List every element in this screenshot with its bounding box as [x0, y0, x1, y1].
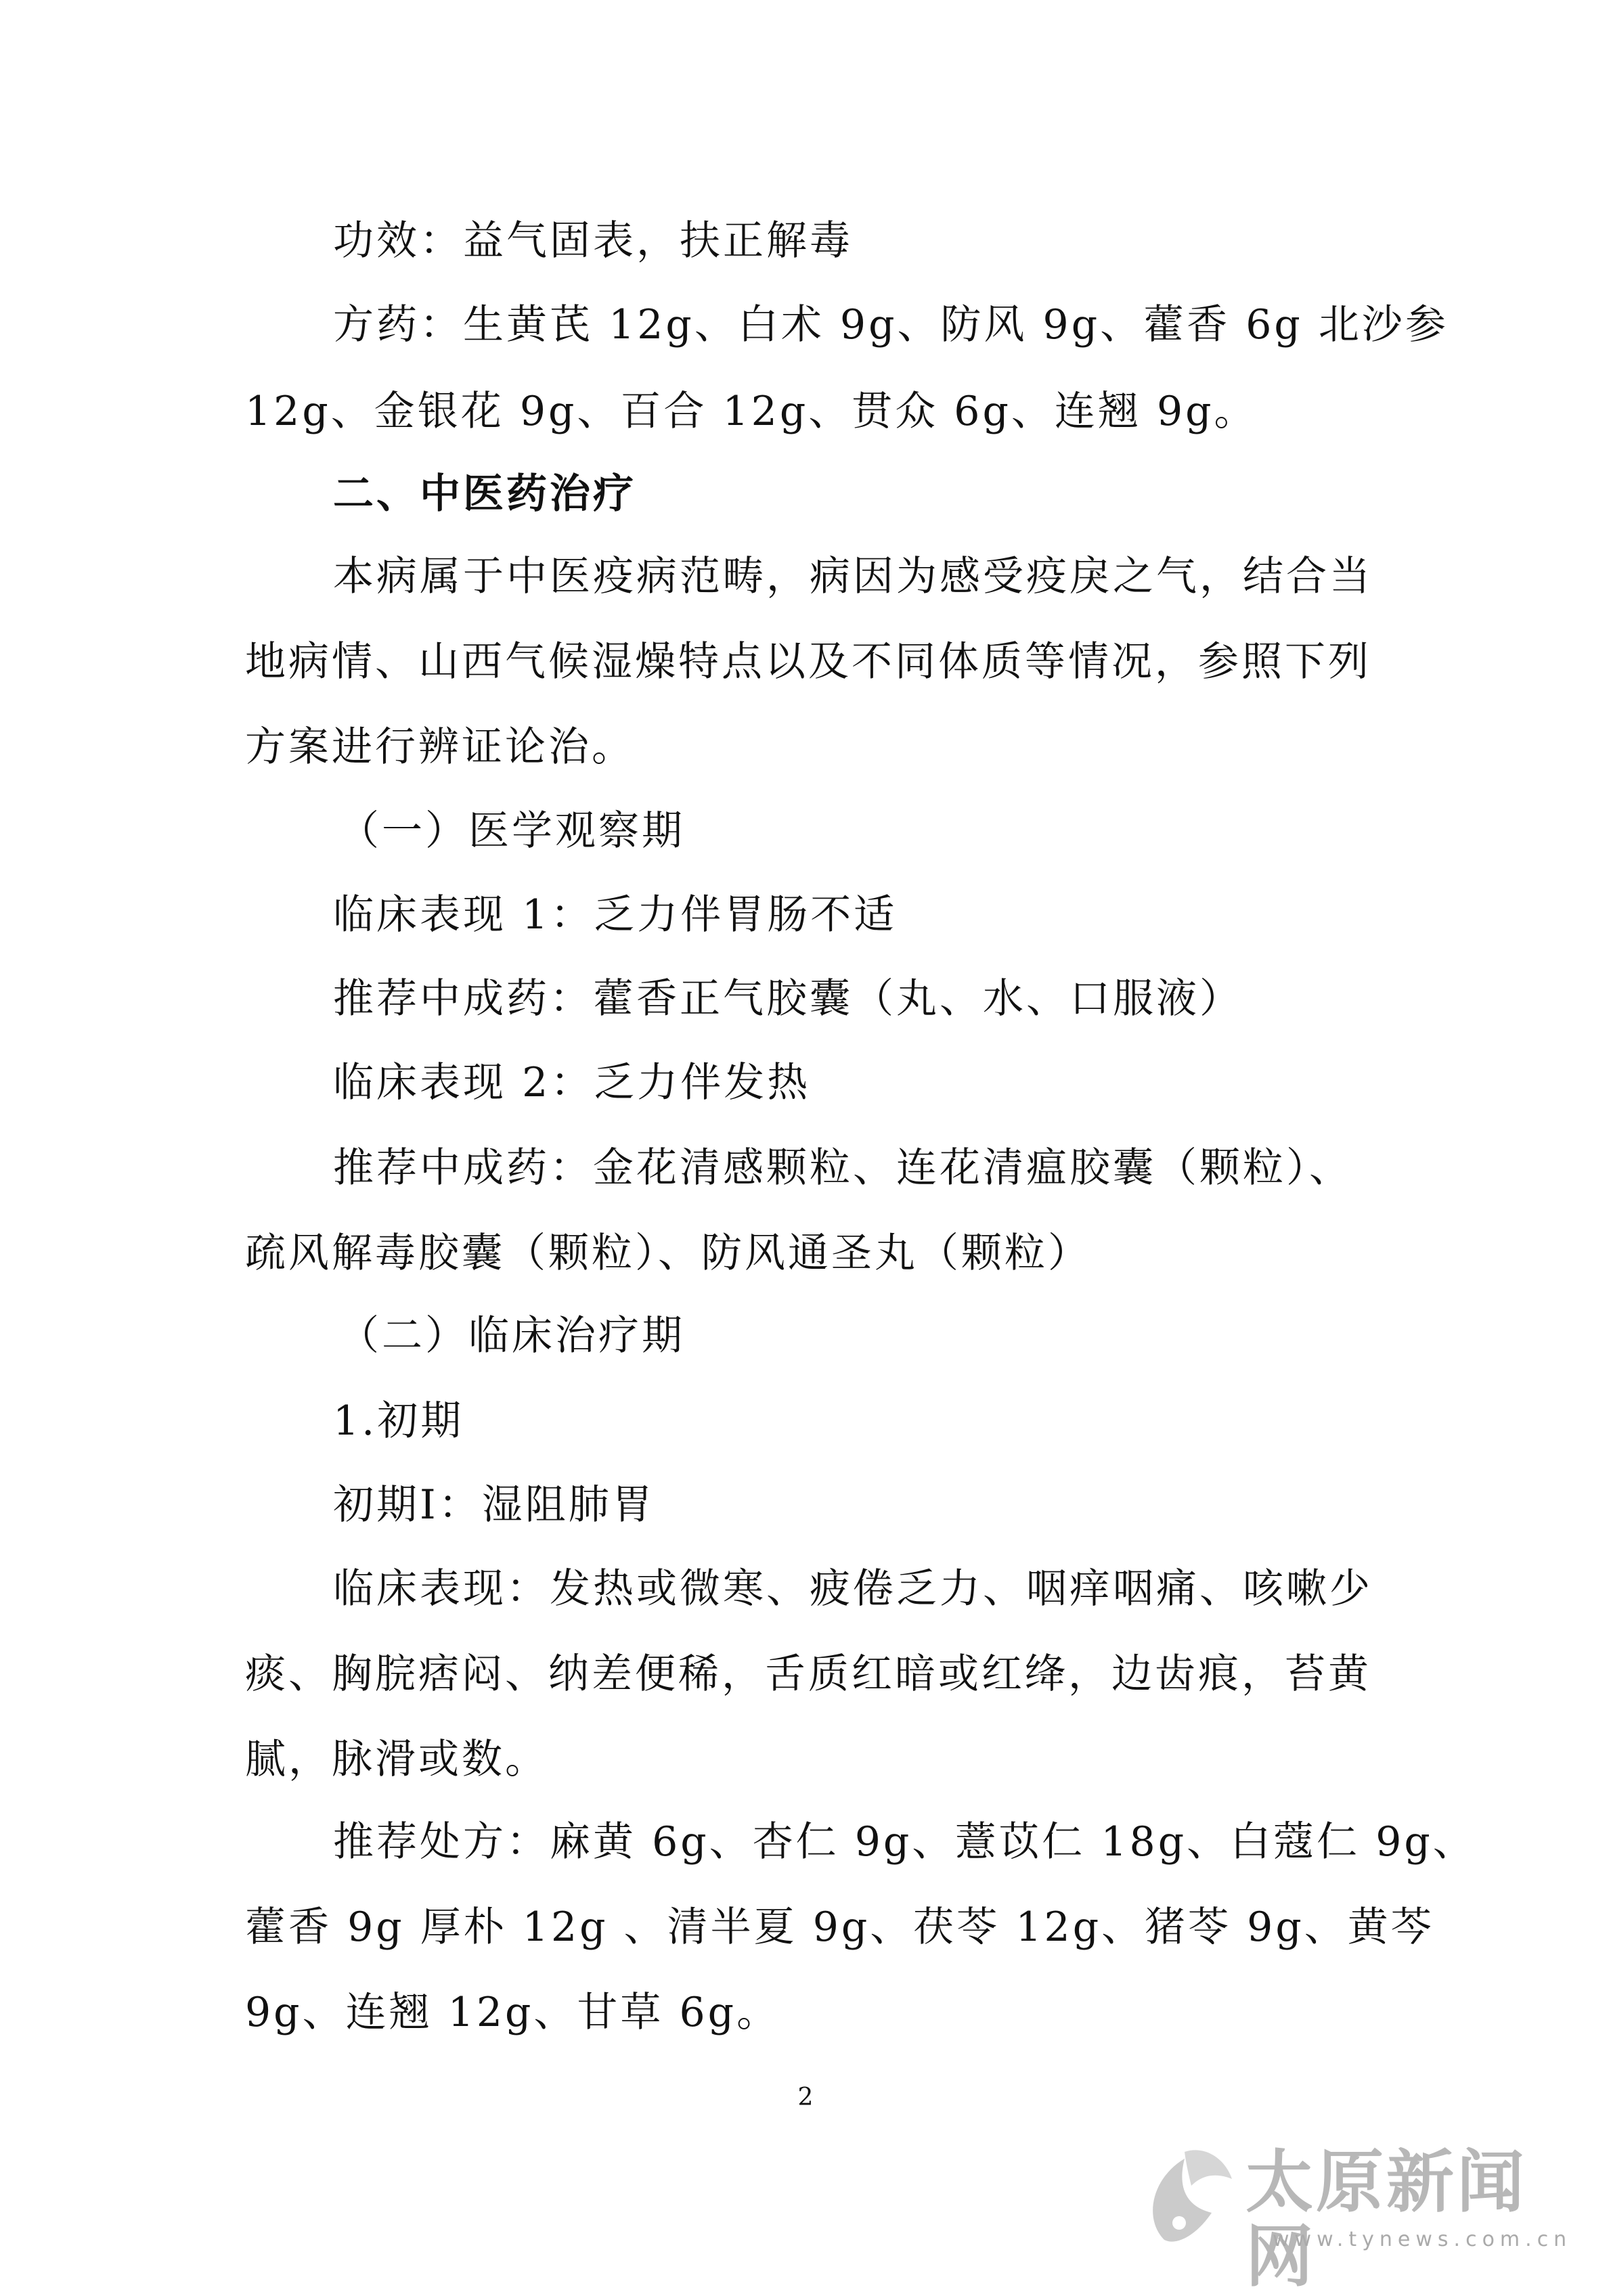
subsection-heading-observation: （一）医学观察期	[338, 807, 685, 855]
page-number: 2	[797, 2084, 814, 2111]
recommended-medicine-1: 推荐中成药：藿香正气胶囊（丸、水、口服液）	[333, 975, 1243, 1022]
clinical-manifestation-line-3: 腻，脉滑或数。	[245, 1736, 548, 1783]
efficacy-line: 功效：益气固表，扶正解毒	[333, 217, 853, 265]
taiyuan-news-logo-icon	[1137, 2138, 1239, 2253]
prescription-line-1: 方药：生黄芪 12g、白术 9g、防风 9g、藿香 6g 北沙参	[333, 301, 1449, 348]
watermark	[1137, 2132, 1584, 2296]
recommended-medicine-2-line-1: 推荐中成药：金花清感颗粒、连花清瘟胶囊（颗粒）、	[333, 1144, 1352, 1192]
paragraph-line-3: 方案进行辨证论治。	[245, 723, 635, 771]
paragraph-line-1: 本病属于中医疫病范畴，病因为感受疫戾之气，结合当	[333, 553, 1373, 600]
prescription-line-2: 12g、金银花 9g、百合 12g、贯众 6g、连翘 9g。	[245, 388, 1258, 435]
stage-heading-initial: 1.初期	[333, 1397, 464, 1445]
watermark-url: www.tynews.com.cn	[1273, 2228, 1572, 2251]
section-heading-tcm-treatment: 二、中医药治疗	[333, 470, 636, 518]
clinical-manifestation-2: 临床表现 2：乏力伴发热	[333, 1059, 811, 1106]
stage-subheading-initial-1: 初期Ⅰ：湿阻肺胃	[333, 1481, 655, 1529]
recommended-prescription-line-1: 推荐处方：麻黄 6g、杏仁 9g、薏苡仁 18g、白蔻仁 9g、	[333, 1818, 1476, 1866]
paragraph-line-2: 地病情、山西气候湿燥特点以及不同体质等情况，参照下列	[245, 638, 1371, 685]
clinical-manifestation-line-2: 痰、胸脘痞闷、纳差便稀，舌质红暗或红绛，边齿痕，苔黄	[245, 1650, 1371, 1698]
recommended-prescription-line-3: 9g、连翘 12g、甘草 6g。	[245, 1989, 780, 2036]
clinical-manifestation-1: 临床表现 1：乏力伴胃肠不适	[333, 891, 898, 939]
recommended-prescription-line-2: 藿香 9g 厚朴 12g 、清半夏 9g、茯苓 12g、猪苓 9g、黄芩	[245, 1904, 1434, 1951]
clinical-manifestation-line-1: 临床表现：发热或微寒、疲倦乏力、咽痒咽痛、咳嗽少	[333, 1565, 1373, 1613]
subsection-heading-clinical-treatment: （二）临床治疗期	[338, 1312, 685, 1359]
recommended-medicine-2-line-2: 疏风解毒胶囊（颗粒）、防风通圣丸（颗粒）	[245, 1230, 1091, 1277]
watermark-site-name: 太原新闻网	[1245, 2142, 1527, 2296]
